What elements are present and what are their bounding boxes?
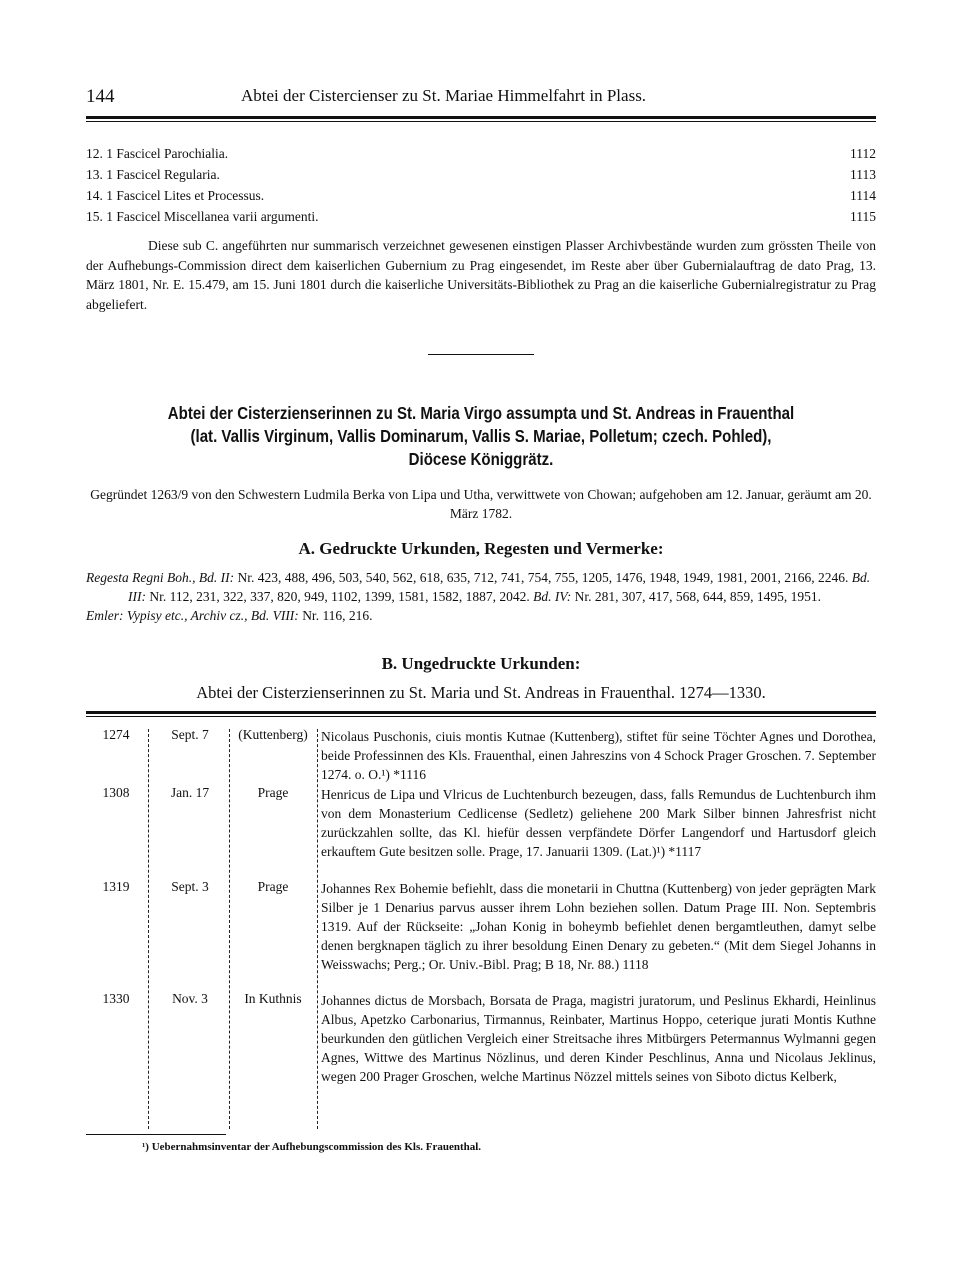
record-place: Prage: [257, 879, 289, 894]
list-item: [86, 143, 876, 164]
section-a-heading: A. Gedruckte Urkunden, Regesten und Vermerke:: [298, 539, 664, 558]
reference-source: Regesta Regni Boh., Bd. II:: [86, 570, 235, 585]
section-b-subtitle: Abtei der Cisterzienserinnen zu St. Maria und St. Andreas in Frauenthal. 1274—1330.: [196, 683, 766, 702]
fascicel-number: 1113: [850, 167, 876, 182]
record-date: Jan. 17: [170, 785, 210, 800]
table-row: [86, 991, 876, 1121]
record-date: Sept. 3: [171, 879, 209, 894]
record-date: Sept. 7: [171, 727, 209, 742]
reference-numbers: Nr. 281, 307, 417, 568, 644, 859, 1495, 1951.: [574, 589, 821, 604]
record-text: Johannes Rex Bohemie befiehlt, dass die monetarii in Chuttna (Kuttenberg) von jeder geprägten Mark Silber je 1 Denarius parvus ausser ihrem Lohn beziehen sollen. Datum Prage III. Non. Septembris 1319. Auf der Rückseite: „Johan Konig in boheymb befiehlet denen bergamtleuthen, damyt selbe denen bergknapen täglich zu ihrer besoldung Einen Denary zu gebeten.“ (Mit dem Siegel Johanns in Weisswachs; Perg.; Or. Univ.-Bibl. Prag; B 18, Nr. 88.) 1118: [321, 881, 876, 972]
record-place: Prage: [257, 785, 289, 800]
fascicel-number: 1114: [850, 188, 876, 203]
record-place: In Kuthnis: [244, 991, 302, 1006]
section-b-heading: B. Ungedruckte Urkunden:: [381, 654, 581, 673]
reference-line: [86, 568, 876, 606]
reference-numbers: Nr. 112, 231, 322, 337, 820, 949, 1102, 1399, 1581, 1582, 1887, 2042.: [149, 589, 530, 604]
footnote-rule: [86, 1134, 226, 1135]
section-title: [141, 402, 820, 471]
list-item: [86, 206, 876, 227]
charter-table: [86, 727, 876, 1121]
header-rule-thick: [86, 116, 876, 119]
reference-source: Bd. IV:: [533, 589, 572, 604]
page-number: 144: [86, 86, 115, 107]
fascicel-number: 1112: [850, 146, 876, 161]
table-row: [86, 785, 876, 879]
fascicel-list: [86, 143, 876, 227]
printed-references: [86, 568, 876, 625]
footnote: ¹) Uebernahmsinventar der Aufhebungscommission des Kls. Frauenthal.: [142, 1141, 482, 1153]
reference-source: Emler: Vypisy etc., Archiv cz., Bd. VIII:: [86, 608, 299, 623]
reference-source: Bd. III:: [128, 570, 871, 604]
record-year: 1330: [102, 991, 130, 1006]
fascicel-label: 12. 1 Fascicel Parochialia.: [86, 146, 229, 161]
table-rule-thin: [86, 716, 876, 717]
table-row: [86, 879, 876, 991]
table-row: [86, 727, 876, 785]
running-head: [86, 86, 876, 110]
fascicel-label: 14. 1 Fascicel Lites et Processus.: [86, 188, 265, 203]
record-text: Henricus de Lipa und Vlricus de Luchtenburch bezeugen, dass, falls Remundus de Luchtenburch ihm von dem Monasterium Cedlicense (Sedletz) geliehene 200 Mark Silber binnen Jahresfrist nicht zurückzahlen sollte, das Kl. hiefür dessen verpfändete Dörfer Langendorf und Hartusdorf gleich erkauftem Gute besitzen solle. Prage, 17. Januarii 1309. (Lat.)¹) *1117: [321, 787, 876, 859]
list-item: [86, 164, 876, 185]
section-divider: [428, 354, 534, 355]
reference-numbers: Nr. 423, 488, 496, 503, 540, 562, 618, 635, 712, 741, 754, 755, 1205, 1476, 1948, 1949, 1981, 2001, 2166, 2246.: [237, 570, 849, 585]
record-place: (Kuttenberg): [238, 727, 308, 742]
table-rule-thick: [86, 711, 876, 714]
fascicel-label: 13. 1 Fascicel Regularia.: [86, 167, 220, 182]
reference-numbers: Nr. 116, 216.: [302, 608, 373, 623]
record-year: 1308: [102, 785, 130, 800]
fascicel-label: 15. 1 Fascicel Miscellanea varii argumenti.: [86, 209, 319, 224]
record-text: Nicolaus Puschonis, ciuis montis Kutnae (Kuttenberg), stiftet für seine Töchter Agnes und Dorothea, beide Professinnen des Kls. Frauenthal, einen Jahreszins von 4 Schock Prager Groschen. 7. September 1274. o. O.¹) *1116: [321, 729, 876, 782]
running-title: Abtei der Cistercienser zu St. Mariae Himmelfahrt in Plass.: [241, 86, 647, 105]
record-year: 1319: [102, 879, 130, 894]
record-year: 1274: [102, 727, 130, 742]
founding-note: Gegründet 1263/9 von den Schwestern Ludmila Berka von Lipa und Utha, verwittwete von Chowan; aufgehoben am 12. Januar, geräumt am 20. März 1782.: [90, 487, 872, 521]
list-item: [86, 185, 876, 206]
archive-note-paragraph: Diese sub C. angeführten nur summarisch verzeichnet gewesenen einstigen Plasser Archivbestände wurden zum grössten Theile von der Aufhebungs-Commission direct dem kaiserlichen Gubernium zu Prag eingesendet, im Reste aber über Gubernialauftrag de dato Prag, 13. März 1801, Nr. E. 15.479, am 15. Juni 1801 durch die kaiserliche Universitäts-Bibliothek zu Prag an die kaiserliche Gubernialregistratur zu Prag abgeliefert.: [86, 238, 876, 312]
record-date: Nov. 3: [172, 991, 208, 1006]
header-rule-thin: [86, 121, 876, 122]
reference-line: [86, 606, 876, 625]
record-text: Johannes dictus de Morsbach, Borsata de Praga, magistri juratorum, und Peslinus Ekhardi, Heinlinus Albus, Apetzko Carbonarius, Tirmannus, Reinbater, Martinus Hoppo, ceterique jurati Montis Kuthne beurkunden den gütlichen Vergleich einer Streitsache ihres Mitbürgers Petermannus Wylmanni gegen Agnes, Wittwe des Martinus Nözlinus, und deren Kinder Peschlinus, Anna und Nicolaus Jeklinus, wegen 200 Prager Groschen, welche Martinus Nözzel mittels seines von Siboto dictus Kelberk,: [321, 993, 876, 1084]
section-title-line: Diöcese Königgrätz.: [408, 449, 554, 469]
section-title-line: Abtei der Cisterzienserinnen zu St. Maria Virgo assumpta und St. Andreas in Frauenthal: [167, 403, 795, 423]
fascicel-number: 1115: [850, 209, 876, 224]
section-title-line: (lat. Vallis Virginum, Vallis Dominarum, Vallis S. Mariae, Polletum; czech. Pohled),: [190, 426, 772, 446]
